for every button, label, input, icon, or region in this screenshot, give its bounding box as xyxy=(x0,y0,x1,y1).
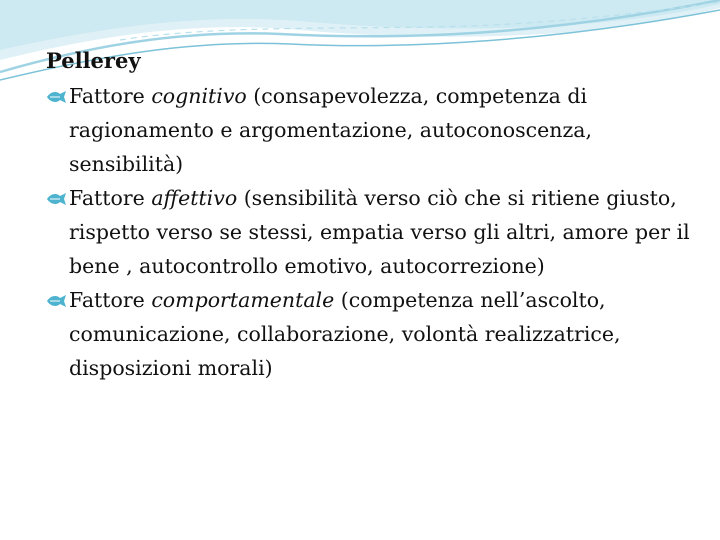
bullet-emphasis: comportamentale xyxy=(151,288,335,312)
bullet-prefix: Fattore xyxy=(69,288,152,312)
wing-bullet-icon xyxy=(46,294,68,308)
slide-title: Pellerey xyxy=(46,48,141,73)
bullet-text: (competenza nell’ascolto, comunicazione, collaborazione, volontà realizzatrice, disposizioni morali) xyxy=(69,288,621,380)
bullet-list xyxy=(46,79,696,385)
bullet-emphasis: affettivo xyxy=(151,186,238,210)
bullet-prefix: Fattore xyxy=(69,186,152,210)
bullet-item-behavioral xyxy=(46,283,696,385)
bullet-emphasis: cognitivo xyxy=(151,84,247,108)
wing-bullet-icon xyxy=(46,192,68,206)
bullet-item-cognitive xyxy=(46,79,696,181)
bullet-prefix: Fattore xyxy=(69,84,152,108)
wing-bullet-icon xyxy=(46,90,68,104)
bullet-text: (consapevolezza, competenza di ragionamento e argomentazione, autoconoscenza, sensibilità) xyxy=(69,84,593,176)
slide-content xyxy=(46,47,696,385)
bullet-text: (sensibilità verso ciò che si ritiene giusto, rispetto verso se stessi, empatia verso gli altri, amore per il bene , autocontrollo emotivo, autocorrezione) xyxy=(69,186,690,278)
bullet-item-affective xyxy=(46,181,696,283)
